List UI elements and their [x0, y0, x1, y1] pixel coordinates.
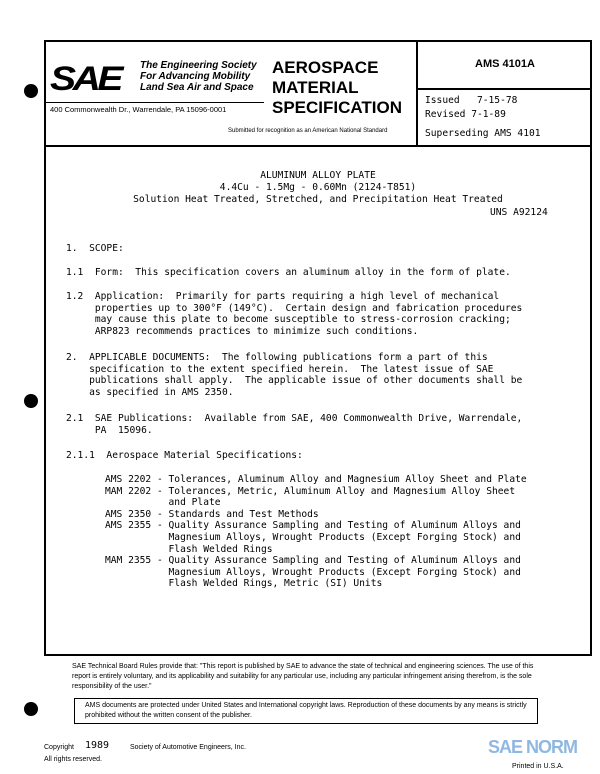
board-rules: SAE Technical Board Rules provide that: "This report is published by SAE to advance the state of technical and engineering sciences. The use of this report is entirely voluntary, and its applicability and suitability for any particular use, including any particular infringement arising therefrom, is the sole responsibility of the user.": [72, 663, 534, 690]
punch-hole: [24, 84, 38, 98]
uns-number: UNS A92124: [490, 207, 548, 218]
doc-type-line: MATERIAL: [272, 78, 359, 97]
title-line: 4.4Cu - 1.5Mg - 0.60Mn (2124-T851): [219, 182, 417, 193]
title-line: ALUMINUM ALLOY PLATE: [260, 170, 376, 181]
superseding: Superseding AMS 4101: [425, 128, 541, 139]
divider: [416, 40, 418, 146]
society-tagline: [140, 60, 257, 93]
punch-hole: [24, 394, 38, 408]
doc-number: AMS 4101A: [475, 58, 535, 70]
copyright-year: 1989: [85, 740, 110, 751]
section-applicable-documents: 2. APPLICABLE DOCUMENTS: The following publications form a part of this specification to the extent specified herein. The latest issue of SAE publications shall apply. The applicable issue of other documents shall be as specified in AMS 2350.: [66, 352, 523, 398]
sae-logo: SAE: [50, 60, 121, 98]
divider: [46, 102, 264, 103]
tagline-line: The Engineering Society: [140, 60, 257, 71]
society-name: Society of Automotive Engineers, Inc.: [130, 744, 246, 751]
divider: [44, 145, 592, 147]
doc-type: [272, 58, 402, 118]
address: 400 Commonwealth Dr., Warrendale, PA 15096-0001: [50, 105, 227, 114]
tagline-line: Land Sea Air and Space: [140, 82, 254, 93]
doc-type-line: AEROSPACE: [272, 58, 379, 77]
issued-date: Issued 7-15-78: [425, 95, 518, 106]
divider: [416, 88, 592, 90]
copyright-label: Copyright: [44, 744, 74, 751]
copyright-notice: AMS documents are protected under United States and International copyright laws. Reproduction of these documents by any means is strictly prohibited without the written consent of the publisher.: [74, 698, 538, 724]
section-form: 1.1 Form: This specification covers an aluminum alloy in the form of plate.: [66, 267, 511, 278]
section-application: 1.2 Application: Primarily for parts requiring a high level of mechanical properties up to 300°F (149°C). Certain design and fabrication procedures may cause this plate to become susceptible to stress-corrosion cracking; ARP823 recommends practices to minimize such conditions.: [66, 291, 523, 337]
printed-in: Printed in U.S.A.: [512, 763, 564, 770]
title-line: Solution Heat Treated, Stretched, and Precipitation Heat Treated: [133, 194, 503, 205]
section-ams: 2.1.1 Aerospace Material Specifications:: [66, 450, 303, 461]
sae-norm-watermark: SAE NORM: [488, 737, 578, 757]
ams-list: AMS 2202 - Tolerances, Aluminum Alloy and Magnesium Alloy Sheet and Plate MAM 2202 - Tolerances, Metric, Aluminum Alloy and Magnesium Alloy Sheet and Plate AMS 2350 - Standards and Test Methods AMS 2355 - Quality Assurance Sampling and Testing of Aluminum Alloys and Magnesium Alloys, Wrought Products (Except Forging Stock) and Flash Welded Rings MAM 2355 - Quality Assurance Sampling and Testing of Aluminum Alloys and Magnesium Alloys, Wrought Products (Except Forging Stock) and Flash Welded Rings, Metric (SI) Units: [105, 474, 527, 590]
submitted-note: Submitted for recognition as an American National Standard: [228, 128, 388, 134]
section-scope: 1. SCOPE:: [66, 243, 124, 254]
revised-date: Revised 7-1-89: [425, 109, 506, 120]
section-sae-publications: 2.1 SAE Publications: Available from SAE, 400 Commonwealth Drive, Warrendale, PA 15096.: [66, 413, 523, 436]
doc-type-line: SPECIFICATION: [272, 98, 403, 117]
rights-reserved: All rights reserved.: [44, 756, 102, 763]
punch-hole: [24, 702, 38, 716]
tagline-line: For Advancing Mobility: [140, 71, 251, 82]
